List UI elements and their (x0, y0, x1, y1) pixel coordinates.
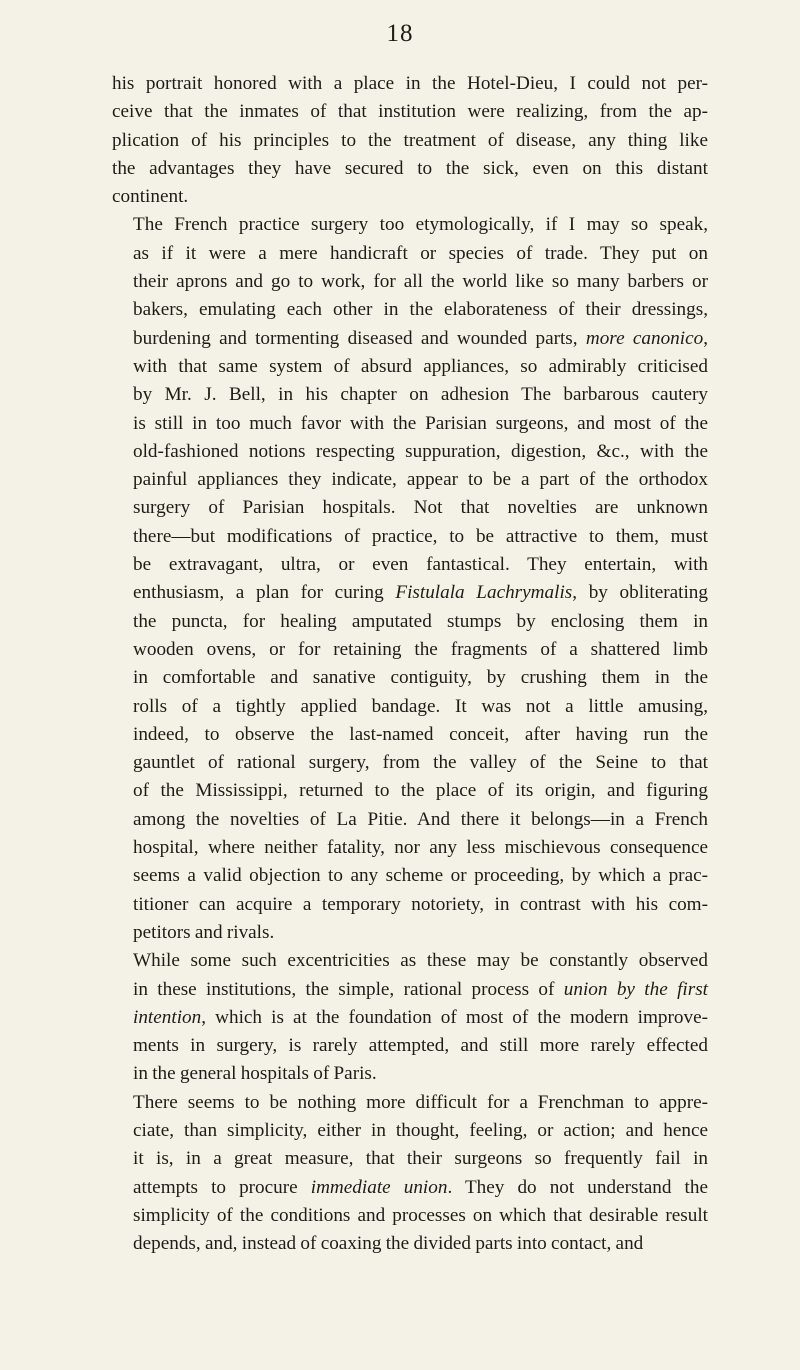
text-line: petitors and rivals. (133, 921, 275, 943)
body-text (112, 70, 708, 1258)
text-line: titioner can acquire a temporary notoriety, in contrast with his com- (133, 893, 708, 915)
text-line: with that same system of absurd appliances, so admirably criticised (133, 355, 708, 377)
text-line: there—but modifications of practice, to be attractive to them, must (133, 525, 708, 547)
text-line: intention, which is at the foundation of most of the modern improve- (133, 1006, 708, 1028)
paragraph (112, 211, 708, 947)
text-line: The French practice surgery too etymologically, if I may so speak, (133, 214, 708, 236)
text-line: it is, in a great measure, that their surgeons so frequently fail in (133, 1148, 708, 1170)
text-line: by Mr. J. Bell, in his chapter on adhesion The barbarous cautery (133, 384, 708, 406)
text-line: attempts to procure immediate union. They do not understand the (133, 1176, 708, 1198)
italic-phrase: union by the first (563, 978, 708, 1000)
text-line: bakers, emulating each other in the elaborateness of their dressings, (133, 299, 708, 321)
text-line: of the Mississippi, returned to the place of its origin, and figuring (133, 780, 708, 802)
text-line: in these institutions, the simple, rational process of union by the first (133, 978, 708, 1000)
text-line: among the novelties of La Pitie. And there it belongs—in a French (133, 808, 708, 830)
text-line: enthusiasm, a plan for curing Fistulala Lachrymalis, by obliterating (133, 582, 708, 604)
text-line: burdening and tormenting diseased and wounded parts, more canonico, (133, 327, 708, 349)
italic-phrase: Fistulala Lachrymalis (395, 582, 573, 604)
text-line: the advantages they have secured to the sick, even on this distant (112, 157, 708, 179)
text-line: plication of his principles to the treatment of disease, any thing like (112, 129, 708, 151)
text-line: indeed, to observe the last-named conceit, after having run the (133, 723, 708, 745)
text-line: gauntlet of rational surgery, from the valley of the Seine to that (133, 752, 708, 774)
text-line: the puncta, for healing amputated stumps by enclosing them in (133, 610, 708, 632)
text-line: simplicity of the conditions and processes on which that desirable result (133, 1204, 708, 1226)
text-line: ceive that the inmates of that institution were realizing, from the ap- (112, 101, 708, 123)
italic-phrase: more canonico (585, 327, 704, 349)
text-line: hospital, where neither fatality, nor any less mischievous consequence (133, 837, 708, 859)
text-line: surgery of Parisian hospitals. Not that novelties are unknown (133, 497, 708, 519)
text-line: seems a valid objection to any scheme or proceeding, by which a prac- (133, 865, 708, 887)
text-line: rolls of a tightly applied bandage. It was not a little amusing, (133, 695, 708, 717)
text-line: in comfortable and sanative contiguity, by crushing them in the (133, 667, 708, 689)
text-line: painful appliances they indicate, appear to be a part of the orthodox (133, 469, 708, 491)
text-line: their aprons and go to work, for all the world like so many barbers or (133, 271, 708, 293)
text-line: ments in surgery, is rarely attempted, and still more rarely effected (133, 1035, 708, 1057)
text-line: be extravagant, ultra, or even fantastical. They entertain, with (133, 554, 708, 576)
italic-phrase: immediate union (310, 1176, 448, 1198)
text-line: There seems to be nothing more difficult for a Frenchman to appre- (133, 1091, 708, 1113)
text-line: old-fashioned notions respecting suppuration, digestion, &c., with the (133, 440, 708, 462)
text-line: is still in too much favor with the Parisian surgeons, and most of the (133, 412, 708, 434)
text-line: ciate, than simplicity, either in thought, feeling, or action; and hence (133, 1119, 708, 1141)
paragraph (112, 1089, 708, 1259)
text-line: wooden ovens, or for retaining the fragments of a shattered limb (133, 638, 708, 660)
text-line: While some such excentricities as these may be constantly observed (133, 950, 708, 972)
paragraph (112, 947, 708, 1088)
page-number: 18 (386, 20, 414, 47)
text-line: continent. (112, 186, 189, 208)
text-line: as if it were a mere handicraft or species of trade. They put on (133, 242, 708, 264)
text-line: his portrait honored with a place in the Hotel-Dieu, I could not per- (112, 73, 708, 94)
paragraph (112, 70, 708, 211)
italic-phrase: intention (133, 1006, 202, 1028)
text-line: in the general hospitals of Paris. (133, 1063, 377, 1085)
text-line: depends, and, instead of coaxing the divided parts into contact, and (133, 1233, 644, 1255)
